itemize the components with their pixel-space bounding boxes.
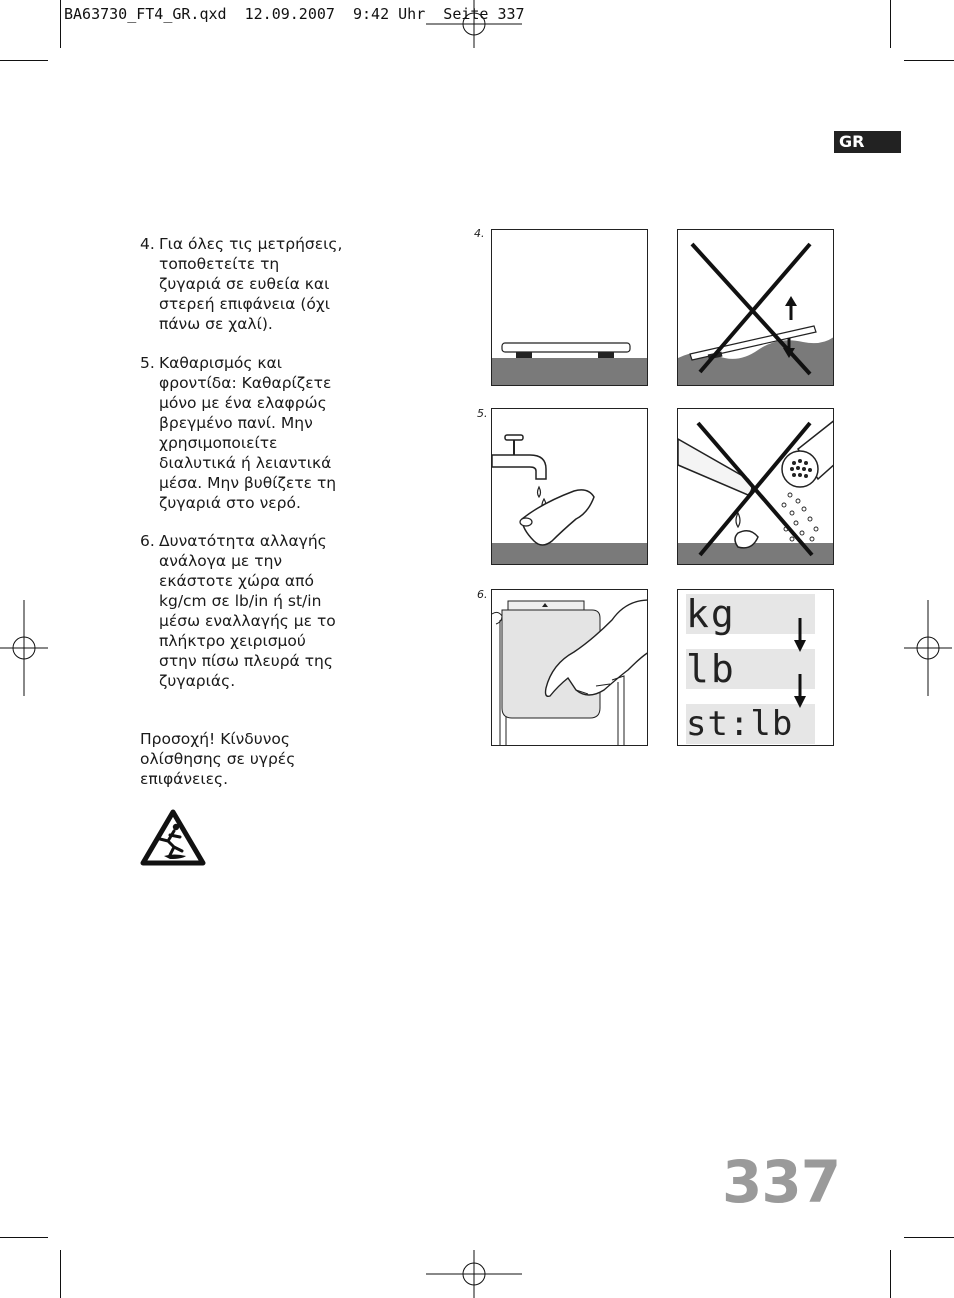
item-text: Για όλες τις μετρήσεις, τοποθετείτε τη ζυγαριά σε ευθεία και στερεή επιφάνεια (όχι πάνω σε χαλί). bbox=[159, 235, 343, 333]
crop-mark bbox=[890, 1250, 891, 1298]
figure-label-4: 4. bbox=[474, 227, 485, 240]
instruction-item-5 bbox=[140, 353, 370, 513]
figure-label-5: 5. bbox=[477, 407, 488, 420]
item-number: 5. bbox=[140, 354, 155, 372]
instruction-item-4 bbox=[140, 234, 370, 334]
figure-unit-display bbox=[677, 589, 834, 746]
up-arrow-icon bbox=[785, 296, 797, 320]
item-number: 4. bbox=[140, 235, 155, 253]
shaker-icon bbox=[782, 419, 834, 487]
crop-mark bbox=[60, 1250, 61, 1298]
instruction-item-6 bbox=[140, 531, 370, 691]
item-text: Καθαρισμός και φροντίδα: Καθαρίζετε μόνο με ένα ελαφρώς βρεγμένο πανί. Μην χρησιμοποιείτε διαλυτικά ή λειαντικά μέσα. Μην βυθίζετε τη ζυγαριά στο νερό. bbox=[159, 354, 337, 512]
lcd-unit-lb: lb bbox=[686, 649, 815, 689]
figure-scale-on-carpet-crossed bbox=[677, 229, 834, 386]
crop-mark bbox=[890, 0, 891, 48]
figure-press-unit-button bbox=[491, 589, 648, 746]
page-number: 337 bbox=[722, 1148, 841, 1216]
figure-label-6: 6. bbox=[477, 588, 488, 601]
figure-scale-on-flat-floor bbox=[491, 229, 648, 386]
figure-no-abrasive-cleaner-crossed bbox=[677, 408, 834, 565]
down-arrow-icon bbox=[794, 618, 806, 652]
registration-mark-right bbox=[904, 600, 954, 700]
crop-mark bbox=[904, 1237, 954, 1238]
registration-mark-bottom bbox=[426, 1250, 526, 1298]
registration-mark-left bbox=[0, 600, 50, 700]
figure-wipe-with-damp-cloth bbox=[491, 408, 648, 565]
crop-mark bbox=[0, 60, 48, 61]
slippery-floor-warning-icon bbox=[140, 809, 206, 867]
crop-mark bbox=[60, 0, 61, 48]
cloth-icon bbox=[520, 490, 594, 545]
lcd-unit-kg: kg bbox=[686, 594, 815, 634]
file-slug: BA63730_FT4_GR.qxd 12.09.2007 9:42 Uhr Seite 337 bbox=[64, 5, 525, 23]
item-number: 6. bbox=[140, 532, 155, 550]
faucet-icon bbox=[492, 435, 546, 479]
item-text: Δυνατότητα αλλαγής ανάλογα με την εκάστοτε χώρα από kg/cm σε lb/in ή st/in μέσω εναλλαγής με το πλήκτρο χειρισμού στην πίσω πλευρά της ζυγαριάς. bbox=[159, 532, 336, 690]
crop-mark bbox=[0, 1237, 48, 1238]
slip-warning-text: Προσοχή! Κίνδυνος ολίσθησης σε υγρές επιφάνειες. bbox=[140, 730, 296, 788]
crop-mark bbox=[904, 60, 954, 61]
language-badge: GR bbox=[834, 131, 901, 153]
lcd-unit-st-lb: st:lb bbox=[686, 704, 815, 744]
down-arrow-icon bbox=[794, 674, 806, 708]
